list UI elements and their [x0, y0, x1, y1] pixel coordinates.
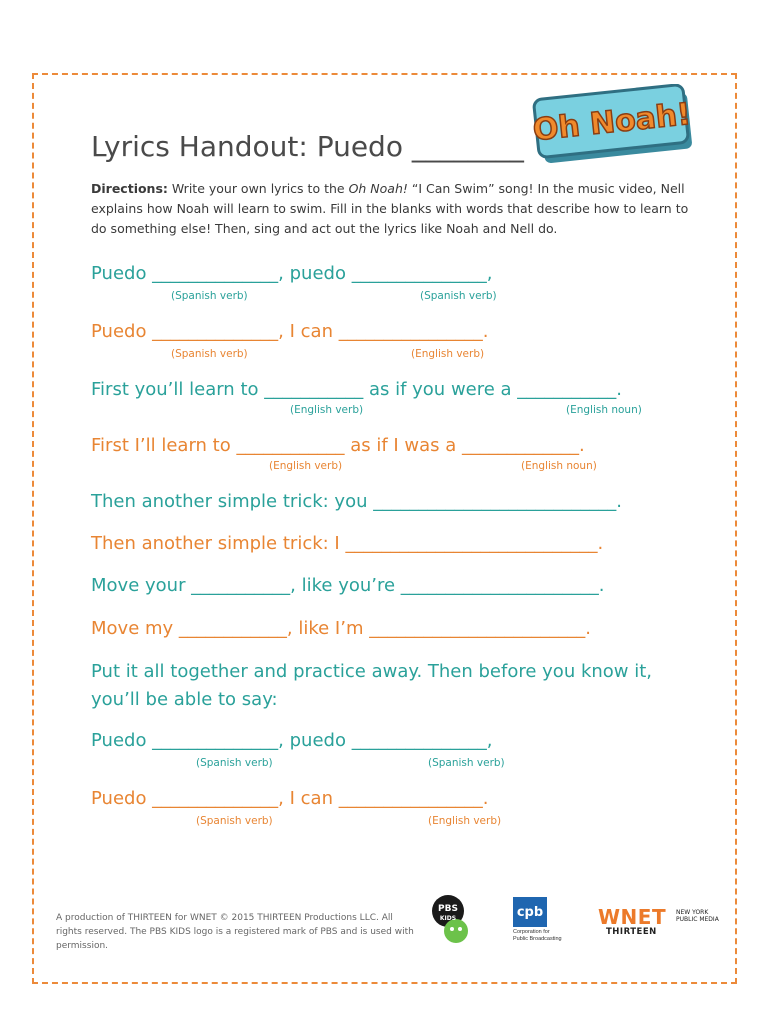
- show-name: Oh Noah!: [348, 181, 408, 196]
- hint-line-2a: (Spanish verb): [171, 348, 248, 360]
- hint-line-9a: (Spanish verb): [196, 757, 273, 769]
- lyric-line-5[interactable]: Then another simple trick: you ___________________________.: [91, 491, 622, 512]
- cpb-mark: cpb: [513, 897, 547, 927]
- directions-part-1: Write your own lyrics to the: [167, 181, 349, 196]
- cpb-text: Corporation for Public Broadcasting: [513, 929, 562, 942]
- oh-noah-logo-text: Oh Noah!: [531, 96, 693, 149]
- hint-line-10b: (English verb): [428, 815, 502, 827]
- lyric-line-7[interactable]: Move your ___________, like you’re ______________________.: [91, 575, 605, 596]
- pbs-kids-logo-text: KIDS: [439, 915, 457, 922]
- lyric-line-9[interactable]: Puedo ______________, puedo _______________,: [91, 730, 493, 751]
- hint-line-2b: (English verb): [411, 348, 485, 360]
- oh-noah-logo: [530, 84, 696, 164]
- hint-line-4b: (English noun): [521, 460, 597, 472]
- lyric-line-6[interactable]: Then another simple trick: I ____________________________.: [91, 533, 604, 554]
- hint-line-1a: (Spanish verb): [171, 290, 248, 302]
- wnet-logo: [598, 905, 718, 941]
- cpb-logo: [513, 897, 562, 957]
- pbs-kids-logo: [422, 893, 478, 945]
- directions-part-2: “I Can Swim” song! In the music video, Nell explains how Noah will learn to swim. Fill in the blanks with words that describe how to learn to do something else! Then, sing and act out the lyrics like Noah and Nell do.: [91, 181, 689, 236]
- credits-text: A production of THIRTEEN for WNET © 2015 THIRTEEN Productions LLC. All rights reserved. The PBS KIDS logo is a registered mark of PBS and is used with permission.: [56, 913, 414, 951]
- hint-line-3a: (English verb): [290, 404, 364, 416]
- wnet-thirteen: THIRTEEN: [606, 927, 657, 937]
- lyric-line-4[interactable]: First I’ll learn to ____________ as if I was a _____________.: [91, 435, 585, 456]
- pbs-logo-text: PBS: [438, 904, 458, 914]
- lyric-line-2[interactable]: Puedo ______________, I can ________________.: [91, 321, 489, 342]
- wnet-main: WNET: [598, 905, 667, 929]
- lyric-line-10[interactable]: Puedo ______________, I can ________________.: [91, 788, 489, 809]
- directions-text: [91, 179, 691, 239]
- closing-paragraph: Put it all together and practice away. Then before you know it, you’ll be able to say:: [91, 661, 653, 710]
- lyric-line-8[interactable]: Move my ____________, like I’m ________________________.: [91, 618, 591, 639]
- hint-line-10a: (Spanish verb): [196, 815, 273, 827]
- directions-label: Directions:: [91, 181, 168, 196]
- hint-line-4a: (English verb): [269, 460, 343, 472]
- hint-line-9b: (Spanish verb): [428, 757, 505, 769]
- page-title: Lyrics Handout: Puedo ________: [91, 130, 524, 163]
- wnet-side: NEW YORK PUBLIC MEDIA: [676, 909, 719, 923]
- lyric-line-3[interactable]: First you’ll learn to ___________ as if you were a ___________.: [91, 379, 623, 400]
- hint-line-3b: (English noun): [566, 404, 642, 416]
- hint-line-1b: (Spanish verb): [420, 290, 497, 302]
- lyric-line-1[interactable]: Puedo ______________, puedo _______________,: [91, 263, 493, 284]
